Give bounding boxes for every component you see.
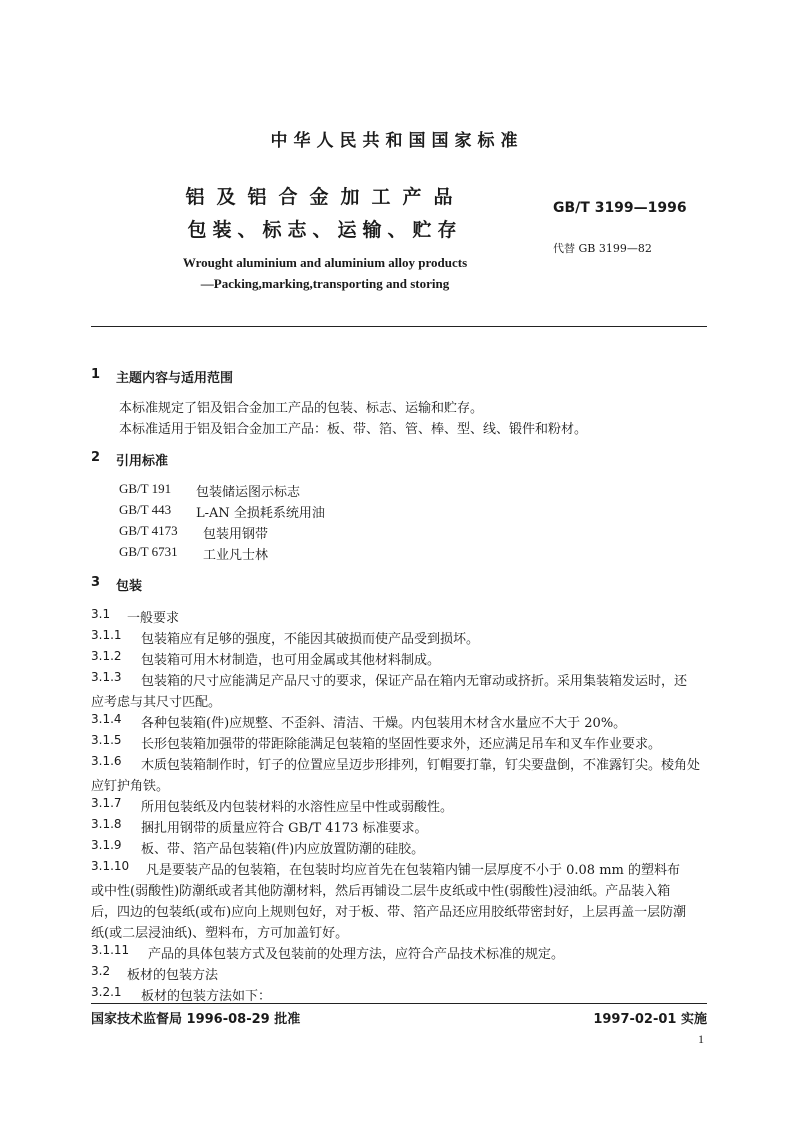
clause-number: 3.1.1	[91, 628, 122, 642]
clause-text: 所用包装纸及内包装材料的水溶性应呈中性或弱酸性。	[141, 800, 454, 815]
clause-number: 3.1.4	[91, 712, 122, 726]
section2-number: 2	[91, 450, 101, 465]
section1-paragraph-2: 本标准适用于铝及铝合金加工产品：板、带、箔、管、棒、型、线、锻件和粉材。	[119, 422, 588, 437]
reference-name: 包装储运图示标志	[196, 485, 301, 500]
clause-text: 长形包装箱加强带的带距除能满足包装箱的坚固性要求外，还应满足吊车和叉车作业要求。	[141, 737, 662, 752]
clause-text: 包装箱应有足够的强度，不能因其破损而使产品受到损坏。	[141, 632, 480, 647]
title-cn-line1: 铝及铝合金加工产品	[185, 186, 465, 208]
footer-divider	[91, 1003, 707, 1004]
clause-number: 3.1.3	[91, 670, 122, 684]
section3-title: 包装	[116, 579, 143, 594]
clause-text: 板、带、箔产品包装箱(件)内应放置防潮的硅胶。	[141, 842, 425, 857]
section1-number: 1	[91, 367, 101, 382]
clause-text-continuation: 或中性(弱酸性)防潮纸或者其他防潮材料，然后再铺设二层牛皮纸或中性(弱酸性)浸油纸。产品装入箱	[91, 884, 671, 899]
section1-title: 主题内容与适用范围	[116, 371, 234, 386]
reference-name: 工业凡士林	[203, 548, 269, 563]
reference-name: 包装用钢带	[203, 527, 269, 542]
clause-text-continuation: 纸(或二层浸油纸)、塑料布，方可加盖钉好。	[91, 926, 349, 941]
section1-paragraph-1: 本标准规定了铝及铝合金加工产品的包装、标志、运输和贮存。	[119, 401, 484, 416]
reference-name: L-AN 全损耗系统用油	[196, 506, 325, 521]
clause-text: 包装箱可用木材制造，也可用金属或其他材料制成。	[141, 653, 441, 668]
replaces-standard: 代替 GB 3199—82	[553, 242, 652, 255]
clause-number: 3.1.7	[91, 796, 122, 810]
clause-number: 3.1.8	[91, 817, 122, 831]
clause-number: 3.1.10	[91, 859, 130, 873]
reference-code: GB/T 4173	[119, 523, 178, 538]
clause-text-continuation: 应钉护角铁。	[91, 779, 170, 794]
title-en-line2: —Packing,marking,transporting and storing	[200, 276, 450, 291]
clause-text: 一般要求	[127, 611, 180, 626]
clause-number: 3.1.6	[91, 754, 122, 768]
reference-code: GB/T 443	[119, 502, 172, 517]
clause-number: 3.1.9	[91, 838, 122, 852]
header-divider	[91, 326, 707, 327]
clause-text: 板材的包装方法	[127, 968, 219, 983]
clause-text-continuation: 应考虑与其尺寸匹配。	[91, 695, 222, 710]
clause-number: 3.1.5	[91, 733, 122, 747]
clause-number: 3.2.1	[91, 985, 122, 999]
clause-text: 木质包装箱制作时，钉子的位置应呈迈步形排列，钉帽要打靠，钉尖要盘倒，不准露钉尖。棱角处	[141, 758, 701, 773]
clause-number: 3.1	[91, 607, 111, 621]
clause-number: 3.1.11	[91, 943, 130, 957]
standard-number: GB/T 3199—1996	[553, 200, 687, 216]
reference-code: GB/T 191	[119, 481, 172, 496]
effective-date: 1997-02-01 实施	[593, 1012, 707, 1027]
clause-text: 板材的包装方法如下：	[141, 989, 272, 1004]
title-en-line1: Wrought aluminium and aluminium alloy products	[182, 255, 468, 270]
clause-text: 捆扎用钢带的质量应符合 GB/T 4173 标准要求。	[141, 821, 428, 836]
clause-number: 3.1.2	[91, 649, 122, 663]
clause-text: 凡是要装产品的包装箱，在包装时均应首先在包装箱内铺一层厚度不小于 0.08 mm 的塑料布	[146, 863, 680, 878]
country-standard-heading: 中华人民共和国国家标准	[270, 131, 524, 151]
reference-code: GB/T 6731	[119, 544, 178, 559]
approval-statement: 国家技术监督局 1996-08-29 批准	[91, 1012, 301, 1027]
clause-text: 产品的具体包装方式及包装前的处理方法，应符合产品技术标准的规定。	[148, 947, 565, 962]
section3-number: 3	[91, 575, 101, 590]
clause-text: 各种包装箱(件)应规整、不歪斜、清洁、干燥。内包装用木材含水量应不大于 20%。	[141, 716, 627, 731]
section2-title: 引用标准	[116, 454, 169, 469]
clause-text-continuation: 后，四边的包装纸(或布)应向上规则包好，对于板、带、箔产品还应用胶纸带密封好，上层再盖一层防潮	[91, 905, 687, 920]
clause-text: 包装箱的尺寸应能满足产品尺寸的要求，保证产品在箱内无窜动或挤折。采用集装箱发运时，还	[141, 674, 688, 689]
clause-number: 3.2	[91, 964, 111, 978]
title-cn-line2: 包装、标志、运输、贮存	[187, 219, 463, 241]
page-number: 1	[698, 1032, 704, 1046]
